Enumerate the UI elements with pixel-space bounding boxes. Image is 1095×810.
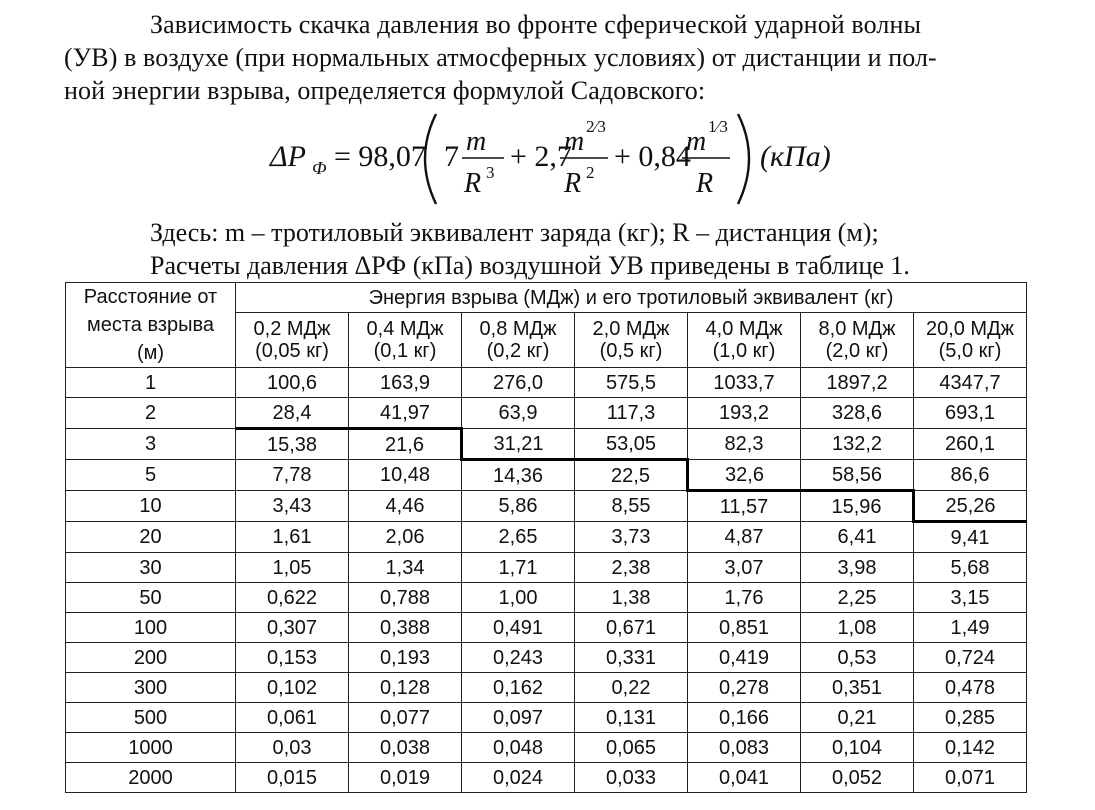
- pressure-cell: 8,55: [575, 491, 688, 522]
- pressure-cell: 117,3: [575, 398, 688, 429]
- pressure-table: [65, 282, 1027, 793]
- pressure-cell: 0,019: [349, 763, 462, 793]
- pressure-cell: 1,61: [236, 522, 349, 553]
- pressure-cell: 2,65: [462, 522, 575, 553]
- pressure-cell: 0,033: [575, 763, 688, 793]
- pressure-cell: 14,36: [462, 460, 575, 491]
- pressure-cell: 3,07: [688, 553, 801, 583]
- pressure-cell: 0,015: [236, 763, 349, 793]
- pressure-cell: 328,6: [801, 398, 914, 429]
- distance-cell: 2: [66, 398, 236, 429]
- pressure-cell: 693,1: [914, 398, 1027, 429]
- energy-column-header: [462, 313, 575, 368]
- pressure-cell: 0,22: [575, 673, 688, 703]
- pressure-cell: 15,38: [236, 429, 349, 460]
- term2-num-exponent: 2⁄3: [586, 117, 606, 136]
- intro-line-3: ной энергии взрыва, определяется формулой Садовского:: [64, 76, 706, 105]
- table-row: [66, 673, 1027, 703]
- distance-header-line-2: места взрыва: [86, 314, 215, 336]
- pressure-cell: 193,2: [688, 398, 801, 429]
- intro-line-2: (УВ) в воздухе (при нормальных атмосферных условиях) от дистанции и пол-: [64, 43, 937, 72]
- note-line-1: Здесь: m – тротиловый эквивалент заряда (кг); R – дистанция (м);: [150, 218, 879, 247]
- distance-cell: 300: [66, 673, 236, 703]
- energy-value: 0,8 МДж: [479, 318, 557, 340]
- pressure-cell: 575,5: [575, 368, 688, 398]
- pressure-cell: 11,57: [688, 491, 801, 522]
- distance-cell: 5: [66, 460, 236, 491]
- distance-cell: 1: [66, 368, 236, 398]
- pressure-cell: 0,622: [236, 583, 349, 613]
- pressure-cell: 0,478: [914, 673, 1027, 703]
- intro-paragraph: [64, 8, 1034, 107]
- pressure-cell: 0,851: [688, 613, 801, 643]
- distance-cell: 20: [66, 522, 236, 553]
- pressure-cell: 31,21: [462, 429, 575, 460]
- distance-cell: 30: [66, 553, 236, 583]
- pressure-cell: 0,388: [349, 613, 462, 643]
- term1-denominator: R: [464, 168, 482, 199]
- pressure-cell: 1,34: [349, 553, 462, 583]
- pressure-cell: 1,49: [914, 613, 1027, 643]
- pressure-cell: 0,038: [349, 733, 462, 763]
- pressure-cell: 0,21: [801, 703, 914, 733]
- energy-value: 2,0 МДж: [592, 318, 670, 340]
- note-line-2: Расчеты давления ΔPФ (кПа) воздушной УВ приведены в таблице 1.: [150, 251, 910, 280]
- pressure-cell: 0,052: [801, 763, 914, 793]
- pressure-cell: 9,41: [914, 522, 1027, 553]
- table-row: [66, 398, 1027, 429]
- distance-header-line-3: (м): [136, 342, 165, 364]
- pressure-cell: 4,46: [349, 491, 462, 522]
- pressure-cell: 0,131: [575, 703, 688, 733]
- pressure-cell: 0,142: [914, 733, 1027, 763]
- note-paragraph: [150, 216, 1030, 282]
- term1-den-exponent: 3: [486, 163, 495, 182]
- distance-cell: 3: [66, 429, 236, 460]
- table-row: [66, 491, 1027, 522]
- term2-den-exponent: 2: [586, 163, 595, 182]
- pressure-cell: 1,00: [462, 583, 575, 613]
- pressure-cell: 260,1: [914, 429, 1027, 460]
- term2-denominator: R: [564, 168, 582, 199]
- energy-value: 4,0 МДж: [705, 318, 783, 340]
- pressure-cell: 6,41: [801, 522, 914, 553]
- pressure-cell: 0,166: [688, 703, 801, 733]
- pressure-cell: 15,96: [801, 491, 914, 522]
- pressure-cell: 0,03: [236, 733, 349, 763]
- distance-cell: 100: [66, 613, 236, 643]
- pressure-cell: 1,76: [688, 583, 801, 613]
- pressure-cell: 41,97: [349, 398, 462, 429]
- pressure-cell: 5,68: [914, 553, 1027, 583]
- pressure-cell: 22,5: [575, 460, 688, 491]
- pressure-cell: 0,419: [688, 643, 801, 673]
- term2-coefficient: + 2,7: [510, 140, 572, 173]
- pressure-cell: 0,53: [801, 643, 914, 673]
- pressure-cell: 0,128: [349, 673, 462, 703]
- distance-header: [66, 283, 236, 368]
- formula-lhs-sub: Ф: [312, 158, 327, 178]
- tnt-equivalent: (1,0 кг): [712, 340, 776, 362]
- pressure-cell: 1033,7: [688, 368, 801, 398]
- term2-numerator: m: [564, 126, 585, 157]
- distance-cell: 500: [66, 703, 236, 733]
- pressure-cell: 0,048: [462, 733, 575, 763]
- pressure-cell: 53,05: [575, 429, 688, 460]
- formula-lhs: ΔP: [270, 140, 306, 173]
- pressure-cell: 0,102: [236, 673, 349, 703]
- term3-numerator: m: [686, 126, 707, 157]
- table-row: [66, 613, 1027, 643]
- table-row: [66, 522, 1027, 553]
- pressure-cell: 2,25: [801, 583, 914, 613]
- pressure-cell: 163,9: [349, 368, 462, 398]
- pressure-cell: 0,083: [688, 733, 801, 763]
- energy-value: 0,2 МДж: [253, 318, 331, 340]
- table-row: [66, 429, 1027, 460]
- energy-column-header: [575, 313, 688, 368]
- tnt-equivalent: (2,0 кг): [825, 340, 889, 362]
- distance-header-line-1: Расстояние от: [83, 286, 218, 308]
- energy-value: 0,4 МДж: [366, 318, 444, 340]
- energy-header: Энергия взрыва (МДж) и его тротиловый эквивалент (кг): [236, 283, 1027, 313]
- pressure-cell: 1,71: [462, 553, 575, 583]
- pressure-cell: 28,4: [236, 398, 349, 429]
- table-row: [66, 763, 1027, 793]
- pressure-cell: 0,097: [462, 703, 575, 733]
- sadovsky-formula: [268, 108, 848, 208]
- table-row: [66, 460, 1027, 491]
- pressure-cell: 0,193: [349, 643, 462, 673]
- pressure-cell: 4347,7: [914, 368, 1027, 398]
- pressure-cell: 21,6: [349, 429, 462, 460]
- pressure-cell: 0,077: [349, 703, 462, 733]
- right-paren: [738, 114, 749, 204]
- pressure-cell: 0,788: [349, 583, 462, 613]
- formula-unit: (кПа): [760, 140, 831, 173]
- table-row: [66, 583, 1027, 613]
- pressure-cell: 0,671: [575, 613, 688, 643]
- tnt-equivalent: (0,05 кг): [255, 340, 329, 362]
- pressure-cell: 0,724: [914, 643, 1027, 673]
- distance-cell: 10: [66, 491, 236, 522]
- energy-column-header: [914, 313, 1027, 368]
- term1-numerator: m: [466, 126, 487, 157]
- pressure-cell: 58,56: [801, 460, 914, 491]
- distance-cell: 200: [66, 643, 236, 673]
- pressure-cell: 86,6: [914, 460, 1027, 491]
- pressure-cell: 7,78: [236, 460, 349, 491]
- pressure-cell: 0,162: [462, 673, 575, 703]
- table-row: [66, 733, 1027, 763]
- energy-value: 8,0 МДж: [818, 318, 896, 340]
- tnt-equivalent: (0,2 кг): [486, 340, 550, 362]
- pressure-cell: 276,0: [462, 368, 575, 398]
- pressure-cell: 2,38: [575, 553, 688, 583]
- pressure-cell: 2,06: [349, 522, 462, 553]
- pressure-cell: 3,43: [236, 491, 349, 522]
- pressure-cell: 0,307: [236, 613, 349, 643]
- left-paren: [425, 114, 436, 204]
- energy-column-header: [688, 313, 801, 368]
- pressure-cell: 1897,2: [801, 368, 914, 398]
- pressure-cell: 1,05: [236, 553, 349, 583]
- pressure-cell: 0,153: [236, 643, 349, 673]
- pressure-cell: 0,104: [801, 733, 914, 763]
- tnt-equivalent: (0,1 кг): [373, 340, 437, 362]
- table-row: [66, 553, 1027, 583]
- pressure-cell: 0,243: [462, 643, 575, 673]
- distance-cell: 2000: [66, 763, 236, 793]
- formula-coefficient: = 98,07: [334, 140, 426, 173]
- pressure-cell: 10,48: [349, 460, 462, 491]
- energy-column-header: [236, 313, 349, 368]
- tnt-equivalent: (0,5 кг): [599, 340, 663, 362]
- pressure-cell: 3,73: [575, 522, 688, 553]
- pressure-cell: 1,38: [575, 583, 688, 613]
- term3-denominator: R: [696, 168, 714, 199]
- distance-cell: 50: [66, 583, 236, 613]
- pressure-cell: 0,065: [575, 733, 688, 763]
- pressure-cell: 25,26: [914, 491, 1027, 522]
- pressure-cell: 0,071: [914, 763, 1027, 793]
- pressure-cell: 0,491: [462, 613, 575, 643]
- energy-column-header: [801, 313, 914, 368]
- pressure-cell: 0,024: [462, 763, 575, 793]
- tnt-equivalent: (5,0 кг): [938, 340, 1002, 362]
- term3-num-exponent: 1⁄3: [708, 117, 728, 136]
- pressure-cell: 32,6: [688, 460, 801, 491]
- pressure-cell: 3,15: [914, 583, 1027, 613]
- energy-column-header: [349, 313, 462, 368]
- pressure-cell: 0,331: [575, 643, 688, 673]
- distance-cell: 1000: [66, 733, 236, 763]
- table-row: [66, 368, 1027, 398]
- table-row: [66, 703, 1027, 733]
- pressure-cell: 1,08: [801, 613, 914, 643]
- term3-coefficient: + 0,84: [614, 140, 691, 173]
- pressure-cell: 0,285: [914, 703, 1027, 733]
- pressure-cell: 132,2: [801, 429, 914, 460]
- pressure-cell: 0,278: [688, 673, 801, 703]
- energy-value: 20,0 МДж: [925, 318, 1015, 340]
- pressure-cell: 5,86: [462, 491, 575, 522]
- pressure-cell: 0,351: [801, 673, 914, 703]
- term1-coefficient: 7: [444, 140, 459, 173]
- pressure-cell: 82,3: [688, 429, 801, 460]
- pressure-cell: 3,98: [801, 553, 914, 583]
- intro-line-1: Зависимость скачка давления во фронте сферической ударной волны: [150, 10, 922, 39]
- pressure-cell: 100,6: [236, 368, 349, 398]
- table-row: [66, 643, 1027, 673]
- pressure-cell: 63,9: [462, 398, 575, 429]
- pressure-cell: 0,061: [236, 703, 349, 733]
- pressure-cell: 4,87: [688, 522, 801, 553]
- pressure-cell: 0,041: [688, 763, 801, 793]
